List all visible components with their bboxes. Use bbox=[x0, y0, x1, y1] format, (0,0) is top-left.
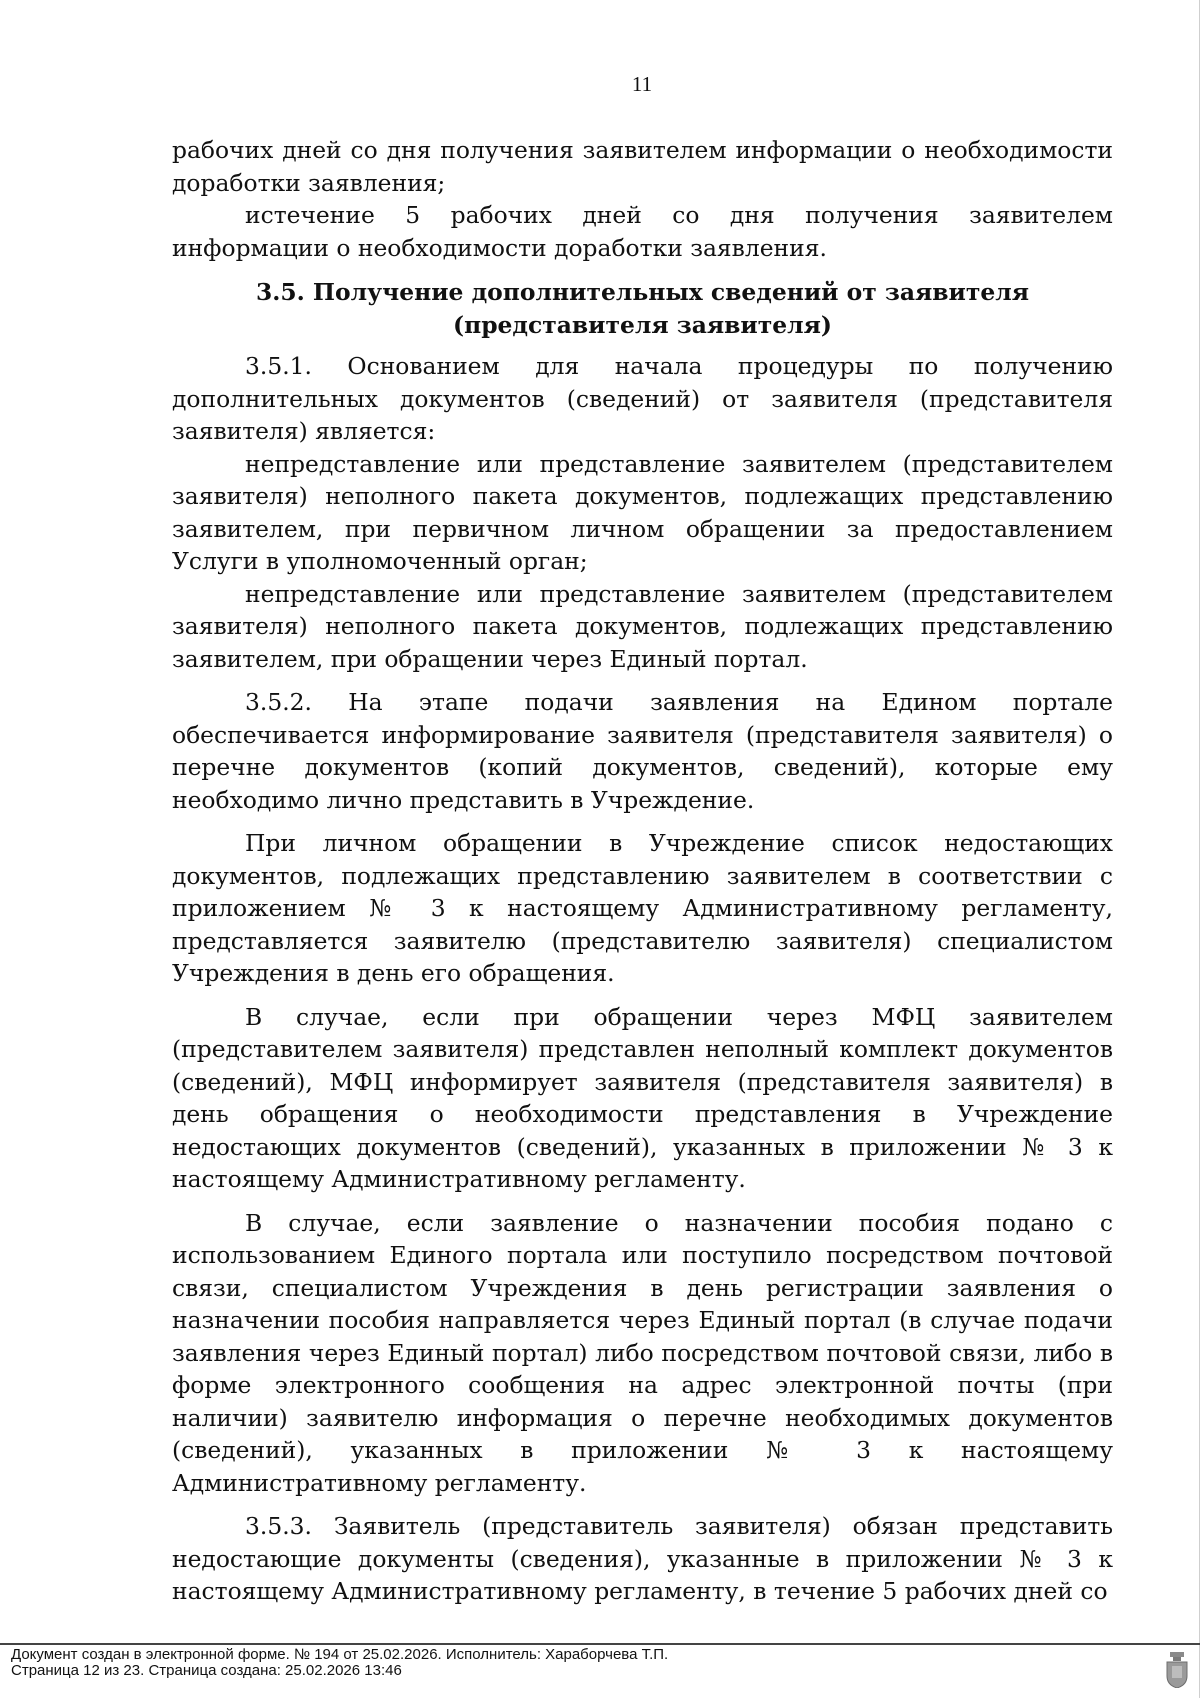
paragraph: 3.5.3. Заявитель (представитель заявителя) обязан представить недостающие документы (сведения), указанные в приложении № 3 к настоящему Административному регламенту, в течение 5 рабочих дней со bbox=[172, 1512, 1113, 1605]
coat-of-arms-icon bbox=[1164, 1652, 1190, 1688]
document-body bbox=[172, 134, 1113, 1608]
paragraph: рабочих дней со дня получения заявителем информации о необходимости доработки заявления; bbox=[172, 136, 1113, 197]
paragraph: В случае, если при обращении через МФЦ заявителем (представителем заявителя) представлен неполный комплект документов (сведений), МФЦ информирует заявителя (представителя заявителя) в день обращения о необходимости представления в Учреждение недостающих документов (сведений), указанных в приложении № 3 к настоящему Административному регламенту. bbox=[172, 1002, 1113, 1193]
paragraph: непредставление или представление заявителем (представителем заявителя) неполного пакета документов, подлежащих представлению заявителем, при обращении через Единый портал. bbox=[172, 579, 1113, 673]
footer-divider bbox=[0, 1643, 1200, 1645]
paragraph: истечение 5 рабочих дней со дня получения заявителем информации о необходимости доработки заявления. bbox=[172, 201, 1113, 262]
footer-line-document-info: Документ создан в электронной форме. № 194 от 25.02.2026. Исполнитель: Хараборчева Т.П. bbox=[11, 1646, 669, 1663]
page-number: 11 bbox=[631, 72, 653, 96]
paragraph: непредставление или представление заявителем (представителем заявителя) неполного пакета документов, подлежащих представлению заявителем, при первичном личном обращении за предоставлением Услуги в уполномоченный орган; bbox=[172, 449, 1113, 575]
paragraph: При личном обращении в Учреждение список недостающих документов, подлежащих представлению заявителем в соответствии с приложением № 3 к настоящему Административному регламенту, представляется заявителю (представителю заявителя) специалистом Учреждения в день его обращения. bbox=[172, 829, 1113, 987]
paragraph: В случае, если заявление о назначении пособия подано с использованием Единого портала или поступило посредством почтовой связи, специалистом Учреждения в день регистрации заявления о назначении пособия направляется через Единый портал (в случае подачи заявления через Единый портал) либо посредством почтовой связи, либо в форме электронного сообщения на адрес электронной почты (при наличии) заявителю информация о перечне необходимых документов (сведений), указанных в приложении № 3 к настоящему Административному регламенту. bbox=[172, 1208, 1113, 1497]
paragraph: 3.5.2. На этапе подачи заявления на Едином портале обеспечивается информирование заявителя (представителя заявителя) о перечне документов (копий документов, сведений), которые ему необходимо лично представить в Учреждение. bbox=[172, 688, 1113, 814]
footer-line-page-info: Страница 12 из 23. Страница создана: 25.02.2026 13:46 bbox=[11, 1662, 402, 1679]
paragraph: 3.5.1. Основанием для начала процедуры по получению дополнительных документов (сведений) от заявителя (представителя заявителя) является: bbox=[172, 352, 1113, 445]
section-heading: 3.5. Получение дополнительных сведений от заявителя (представителя заявителя) bbox=[255, 278, 1030, 339]
document-footer bbox=[11, 1647, 668, 1679]
